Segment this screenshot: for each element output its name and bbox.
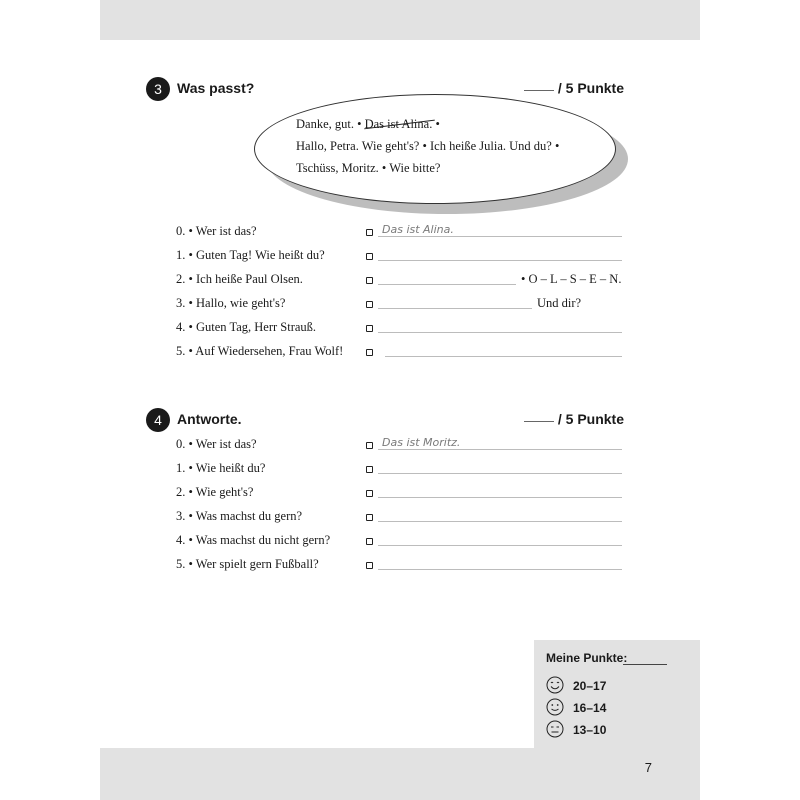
score-row bbox=[546, 676, 686, 696]
bubble-line-3: Tschüss, Moritz. • Wie bitte? bbox=[296, 161, 441, 175]
bubble-phrase: Danke, gut. • bbox=[296, 117, 362, 131]
laughing-smiley-icon bbox=[546, 676, 564, 694]
answer-line[interactable] bbox=[378, 260, 622, 261]
exercise-title: Was passt? bbox=[177, 80, 255, 96]
answer-suffix: • O – L – S – E – N. bbox=[521, 272, 622, 286]
question-text: 4. • Guten Tag, Herr Strauß. bbox=[176, 320, 317, 334]
header-band bbox=[100, 0, 700, 40]
score-range-label: 16–14 bbox=[573, 701, 607, 715]
answer-line[interactable] bbox=[378, 545, 622, 546]
answer-text: Das ist Moritz. bbox=[382, 436, 461, 449]
score-title: Meine Punkte: bbox=[546, 651, 628, 665]
question-text: 2. • Wie geht's? bbox=[176, 485, 254, 499]
question-text: 1. • Wie heißt du? bbox=[176, 461, 266, 475]
answer-marker bbox=[366, 538, 373, 545]
question-text: 4. • Was machst du nicht gern? bbox=[176, 533, 331, 547]
exercise-title: Antworte. bbox=[177, 411, 242, 427]
answer-marker bbox=[366, 466, 373, 473]
points-blank[interactable] bbox=[524, 421, 554, 422]
bubble-line-1 bbox=[296, 117, 440, 132]
answer-line[interactable] bbox=[378, 521, 622, 522]
points-label: / 5 Punkte bbox=[557, 80, 624, 96]
answer-line[interactable] bbox=[378, 569, 622, 570]
score-range-label: 13–10 bbox=[573, 723, 607, 737]
bubble-bullet: • bbox=[435, 117, 440, 131]
score-row bbox=[546, 698, 686, 718]
bubble-phrase-struck: Das ist Alina. bbox=[364, 117, 433, 131]
bubble-line-2: Hallo, Petra. Wie geht's? • Ich heiße Julia. Und du? • bbox=[296, 139, 560, 153]
answer-marker bbox=[366, 229, 373, 236]
answer-marker bbox=[366, 442, 373, 449]
points-blank[interactable] bbox=[524, 90, 554, 91]
score-row bbox=[546, 720, 686, 740]
answer-marker bbox=[366, 562, 373, 569]
answer-marker bbox=[366, 349, 373, 356]
answer-line[interactable] bbox=[378, 497, 622, 498]
answer-line[interactable] bbox=[378, 284, 516, 285]
score-range-label: 20–17 bbox=[573, 679, 607, 693]
answer-marker bbox=[366, 490, 373, 497]
answer-line[interactable] bbox=[385, 356, 622, 357]
question-text: 5. • Auf Wiedersehen, Frau Wolf! bbox=[176, 344, 344, 358]
exercise-number-badge: 4 bbox=[146, 408, 170, 432]
answer-suffix: Und dir? bbox=[537, 296, 582, 310]
answer-marker bbox=[366, 514, 373, 521]
answer-line[interactable] bbox=[378, 473, 622, 474]
points-label: / 5 Punkte bbox=[557, 411, 624, 427]
answer-line[interactable] bbox=[378, 332, 622, 333]
question-text: 2. • Ich heiße Paul Olsen. bbox=[176, 272, 303, 286]
neutral-smiley-icon bbox=[546, 720, 564, 738]
question-text: 1. • Guten Tag! Wie heißt du? bbox=[176, 248, 325, 262]
answer-line[interactable] bbox=[378, 449, 622, 450]
question-text: 0. • Wer ist das? bbox=[176, 437, 257, 451]
question-text: 3. • Hallo, wie geht's? bbox=[176, 296, 286, 310]
answer-marker bbox=[366, 301, 373, 308]
question-text: 0. • Wer ist das? bbox=[176, 224, 257, 238]
answer-line[interactable] bbox=[378, 308, 532, 309]
answer-marker bbox=[366, 277, 373, 284]
answer-marker bbox=[366, 253, 373, 260]
score-blank[interactable] bbox=[623, 664, 667, 665]
exercise-4-header bbox=[146, 408, 624, 432]
score-panel bbox=[534, 640, 700, 748]
question-text: 3. • Was machst du gern? bbox=[176, 509, 303, 523]
answer-text: Das ist Alina. bbox=[382, 223, 454, 236]
exercise-number-badge: 3 bbox=[146, 77, 170, 101]
footer-band bbox=[100, 748, 700, 800]
smiling-smiley-icon bbox=[546, 698, 564, 716]
question-text: 5. • Wer spielt gern Fußball? bbox=[176, 557, 319, 571]
answer-marker bbox=[366, 325, 373, 332]
exercise-points bbox=[524, 411, 624, 427]
exercise-points bbox=[524, 80, 624, 96]
page-number: 7 bbox=[644, 760, 652, 775]
answer-line[interactable] bbox=[378, 236, 622, 237]
